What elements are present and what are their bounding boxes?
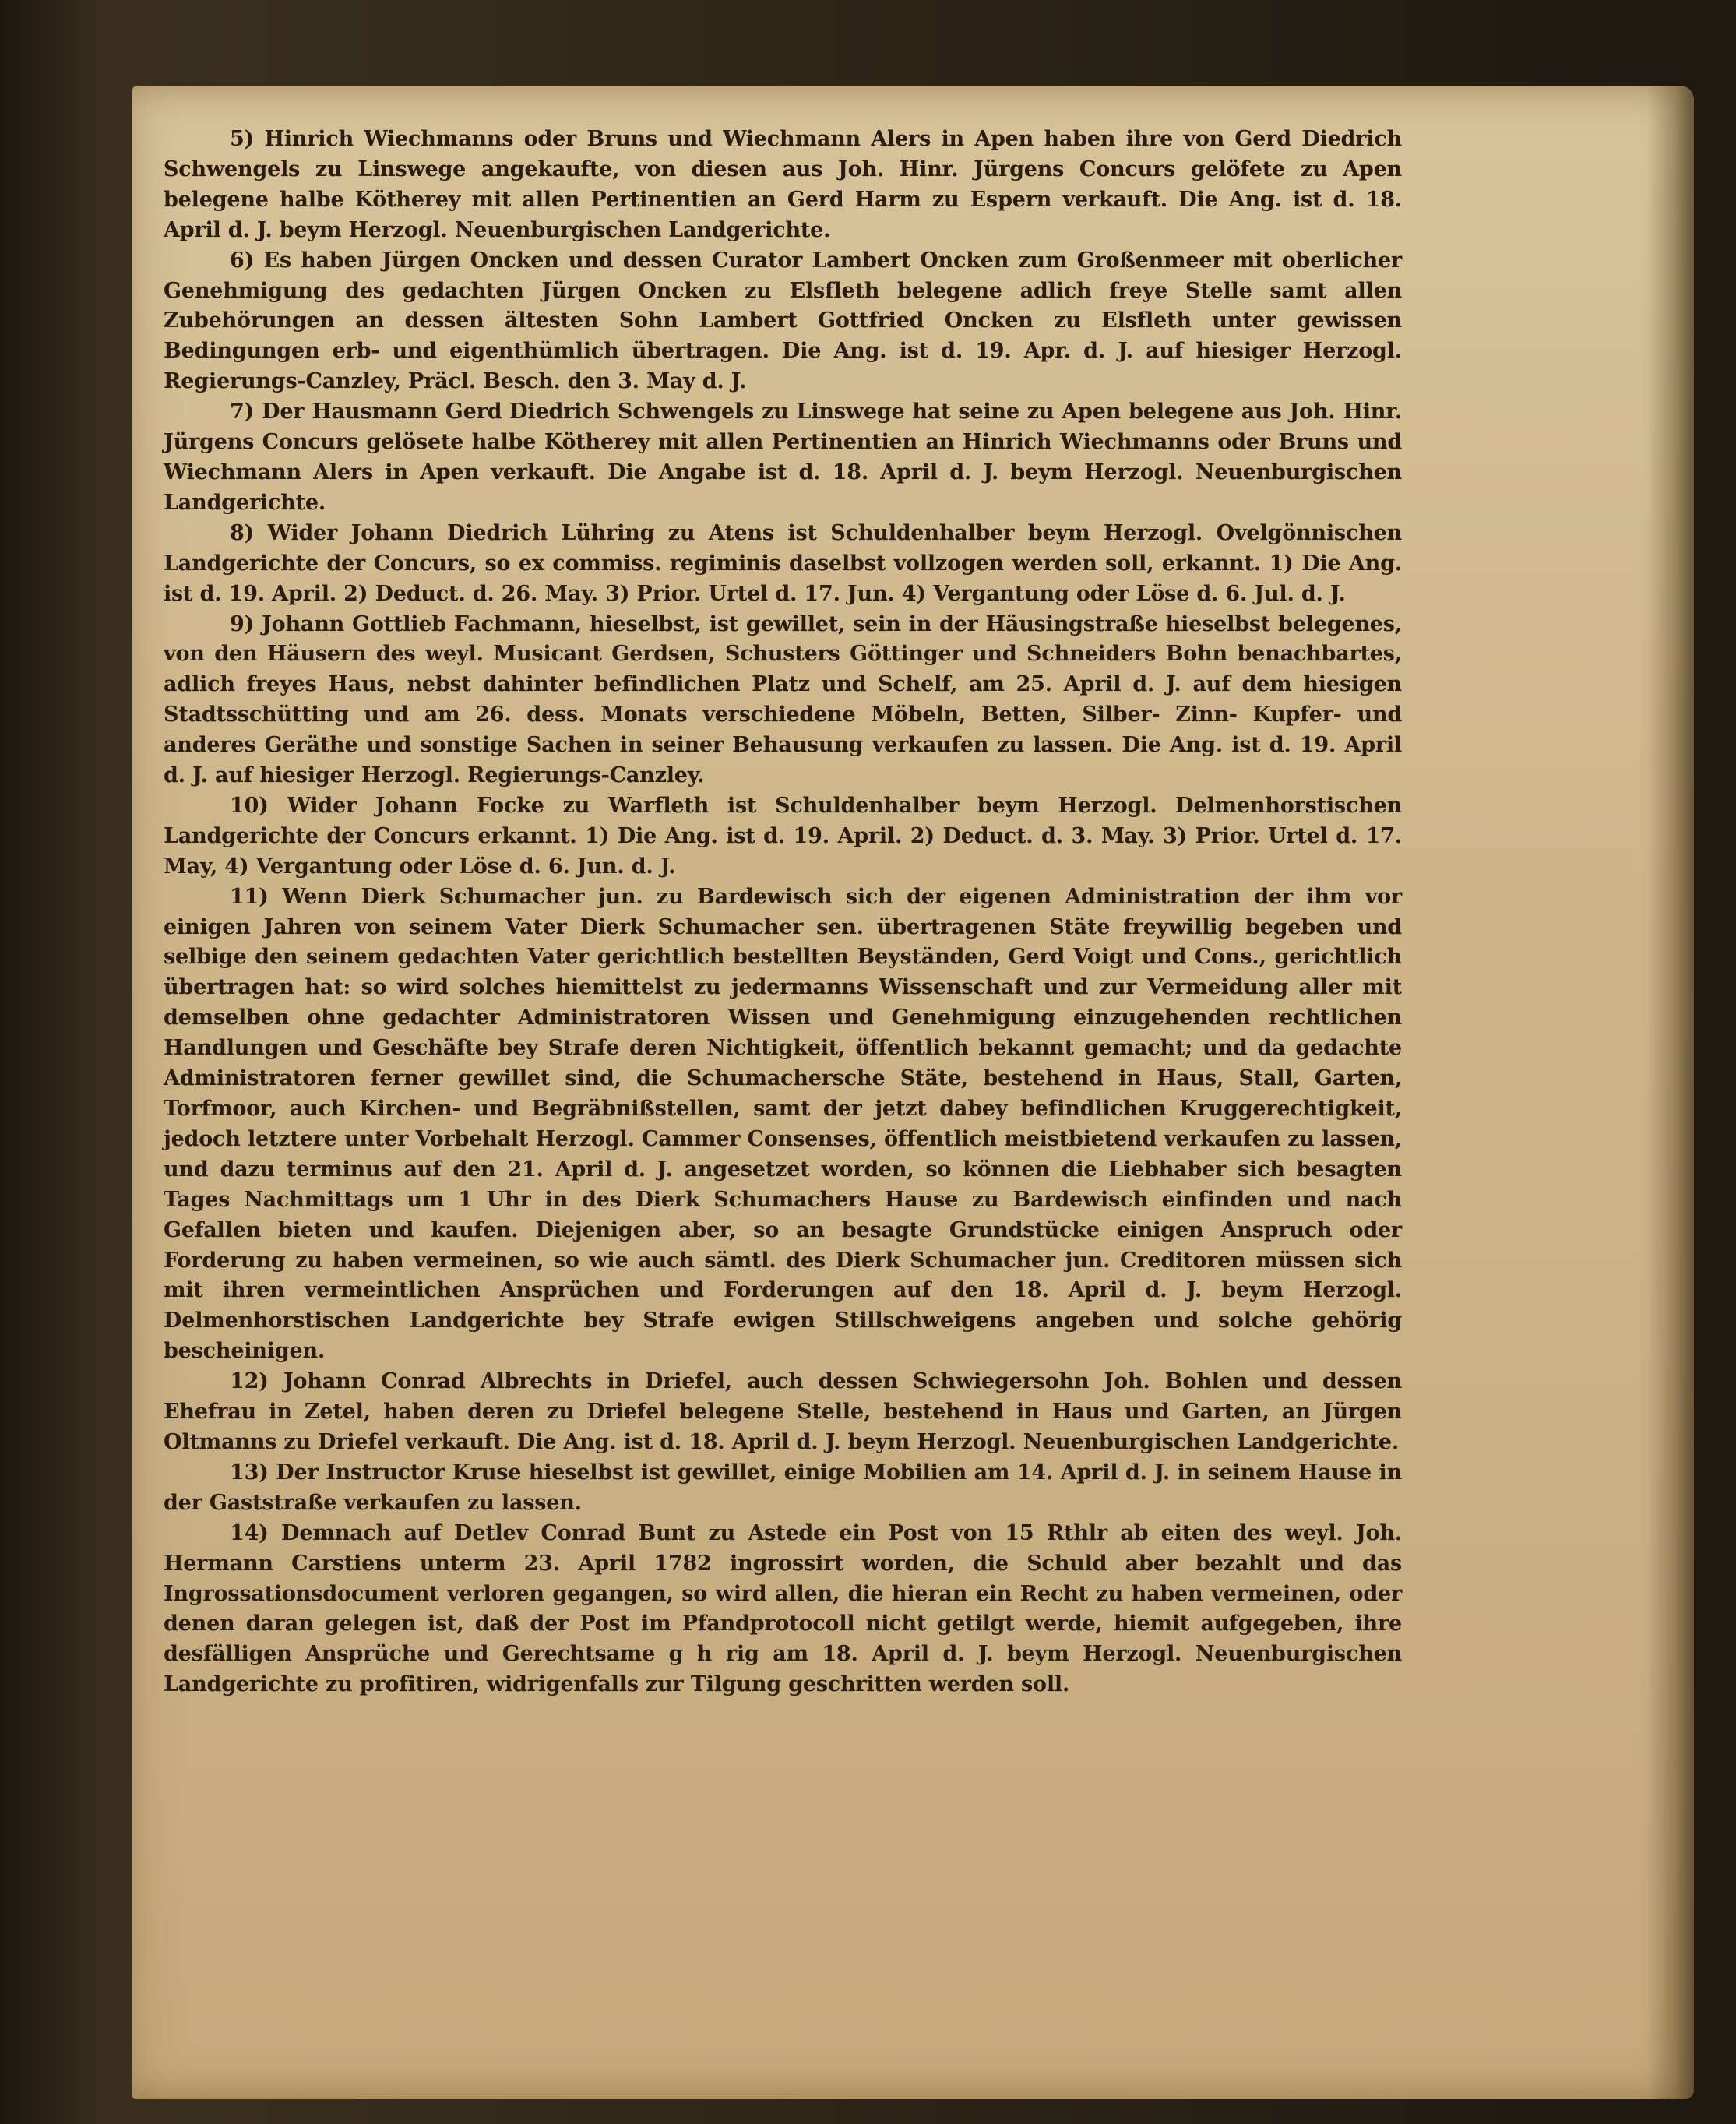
notice-entry-6: 6) Es haben Jürgen Oncken und dessen Curator Lambert Oncken zum Großenmeer mit oberlicher Genehmigung des gedachten Jürgen Oncken zu Elsfleth belegene adlich freye Stelle samt allen Zubehörungen an dessen ältesten Sohn Lambert Gottfried Oncken zu Elsfleth unter gewissen Bedingungen erb- und eigenthümlich übertragen. Die Ang. ist d. 19. Apr. d. J. auf hiesiger Herzogl. Regierungs-Canzley, Präcl. Besch. den 3. May d. J. (164, 248, 1402, 394)
notice-entry-5: 5) Hinrich Wiechmanns oder Bruns und Wiechmann Alers in Apen haben ihre von Gerd Diedrich Schwengels zu Linswege angekaufte, von diesen aus Joh. Hinr. Jürgens Concurs gelöfete zu Apen belegene halbe Kötherey mit allen Pertinentien an Gerd Harm zu Espern verkauft. Die Ang. ist d. 18. April d. J. beym Herzogl. Neuenburgischen Landgerichte. (164, 127, 1402, 242)
page-gutter-shadow (1647, 86, 1694, 2099)
notice-entry-12: 12) Johann Conrad Albrechts in Driefel, auch dessen Schwiegersohn Joh. Bohlen und dessen Ehefrau in Zetel, haben deren zu Driefel belegene Stelle, bestehend in Haus und Garten, an Jürgen Oltmanns zu Driefel verkauft. Die Ang. ist d. 18. April d. J. beym Herzogl. Neuenburgischen Landgerichte. (164, 1369, 1402, 1454)
notice-entry-13: 13) Der Instructor Kruse hieselbst ist gewillet, einige Mobilien am 14. April d. J. in seinem Hause in der Gaststraße verkaufen zu lassen. (164, 1460, 1402, 1515)
notice-entry-8: 8) Wider Johann Diedrich Lühring zu Atens ist Schuldenhalber beym Herzogl. Ovelgönnischen Landgerichte der Concurs, so ex commiss. regiminis daselbst vollzogen werden soll, erkannt. 1) Die Ang. ist d. 19. April. 2) Deduct. d. 26. May. 3) Prior. Urtel d. 17. Jun. 4) Vergantung oder Löse d. 6. Jul. d. J. (164, 520, 1402, 606)
notice-entry-14: 14) Demnach auf Detlev Conrad Bunt zu Astede ein Post von 15 Rthlr ab eiten des weyl. Joh. Hermann Carstiens unterm 23. April 1782 ingrossirt worden, die Schuld aber bezahlt und das Ingrossationsdocument verloren gegangen, so wird allen, die hieran ein Recht zu haben vermeinen, oder denen daran gelegen ist, daß der Post im Pfandprotocoll nicht getilgt werde, hiemit aufgegeben, ihre desfälligen Ansprüche und Gerechtsame g h rig am 18. April d. J. beym Herzogl. Neuenburgischen Landgerichte zu profitiren, widrigenfalls zur Tilgung geschritten werden soll. (164, 1520, 1402, 1697)
notice-entry-11: 11) Wenn Dierk Schumacher jun. zu Bardewisch sich der eigenen Administration der ihm vor einigen Jahren von seinem Vater Dierk Schumacher sen. übertragenen Stäte freywillig begeben und selbige den seinem gedachten Vater gerichtlich bestellten Beyständen, Gerd Voigt und Cons., gerichtlich übertragen hat: so wird solches hiemittelst zu jedermanns Wissenschaft und zur Vermeidung aller mit demselben ohne gedachter Administratoren Wissen und Genehmigung einzugehenden rechtlichen Handlungen und Geschäfte bey Strafe deren Nichtigkeit, öffentlich bekannt gemacht; und da gedachte Administratoren ferner gewillet sind, die Schumachersche Stäte, bestehend in Haus, Stall, Garten, Torfmoor, auch Kirchen- und Begräbnißstellen, samt der jetzt dabey befindlichen Kruggerechtigkeit, jedoch letztere unter Vorbehalt Herzogl. Cammer Consenses, öffentlich meistbietend verkaufen zu lassen, und dazu terminus auf den 21. April d. J. angesetzet worden, so können die Liebhaber sich besagten Tages Nachmittags um 1 Uhr in des Dierk Schumachers Hause zu Bardewisch einfinden und nach Gefallen bieten und kaufen. Diejenigen aber, so an besagte Grundstücke einigen Anspruch oder Forderung zu haben vermeinen, so wie auch sämtl. des Dierk Schumacher jun. Creditoren müssen sich mit ihren vermeintlichen Ansprüchen und Forderungen auf den 18. April d. J. beym Herzogl. Delmenhorstischen Landgerichte bey Strafe ewigen Stillschweigens angeben und solche gehörig bescheinigen. (164, 884, 1402, 1364)
notice-entry-9: 9) Johann Gottlieb Fachmann, hieselbst, ist gewillet, sein in der Häusingstraße hieselbst belegenes, von den Häusern des weyl. Musicant Gerdsen, Schusters Göttinger und Schneiders Bohn benachbartes, adlich freyes Haus, nebst dahinter befindlichen Platz und Schelf, am 25. April d. J. auf dem hiesigen Stadtsschütting und am 26. dess. Monats verschiedene Möbeln, Betten, Silber- Zinn- Kupfer- und anderes Geräthe und sonstige Sachen in seiner Behausung verkaufen zu lassen. Die Ang. ist d. 19. April d. J. auf hiesiger Herzogl. Regierungs-Canzley. (164, 611, 1402, 788)
notice-text-block (164, 125, 1402, 1700)
notice-entry-7: 7) Der Hausmann Gerd Diedrich Schwengels zu Linswege hat seine zu Apen belegene aus Joh. Hinr. Jürgens Concurs gelösete halbe Kötherey mit allen Pertinentien an Hinrich Wiechmanns oder Bruns und Wiechmann Alers in Apen verkauft. Die Angabe ist d. 18. April d. J. beym Herzogl. Neuenburgischen Landgerichte. (164, 400, 1402, 515)
notice-entry-10: 10) Wider Johann Focke zu Warfleth ist Schuldenhalber beym Herzogl. Delmenhorstischen Landgerichte der Concurs erkannt. 1) Die Ang. ist d. 19. April. 2) Deduct. d. 3. May. 3) Prior. Urtel d. 17. May, 4) Vergantung oder Löse d. 6. Jun. d. J. (164, 793, 1402, 879)
